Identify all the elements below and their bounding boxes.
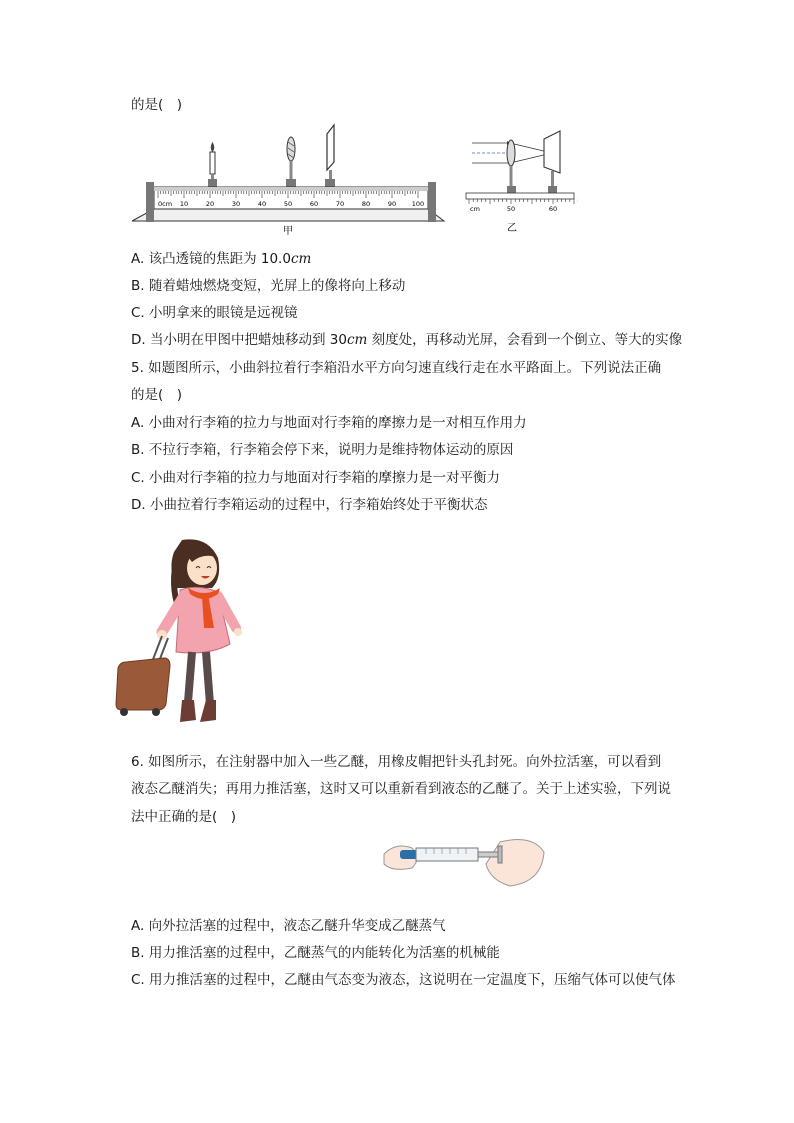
- bench-tick-label: 80: [361, 200, 371, 208]
- figure-caption-jia: 甲: [283, 226, 293, 237]
- yi-tick-60: 60: [548, 205, 558, 213]
- bench-tick-label: 60: [309, 200, 319, 208]
- q4-option-a-unit: cm: [290, 251, 312, 267]
- q4-option-d-unit: cm: [346, 332, 368, 348]
- bench-tick-label: 40: [257, 200, 267, 208]
- q4-stem-tail: 的是( ): [131, 97, 183, 113]
- q5-stem-line-1: 5. 如题图所示，小曲斜拉着行李箱沿水平方向匀速直线行走在水平路面上。下列说法正确: [131, 360, 662, 376]
- q6-option-c[interactable]: C. 用力推活塞的过程中，乙醚由气态变为液态，这说明在一定温度下，压缩气体可以使气体: [131, 972, 676, 988]
- optical-bench-figure-jia: [128, 120, 448, 238]
- q4-option-a-text: A. 该凸透镜的焦距为 10.0: [131, 251, 291, 267]
- suitcase-icon: [116, 636, 170, 716]
- candle-icon: [208, 142, 217, 187]
- bench-unit-label: 0cm: [158, 200, 173, 208]
- optical-bench-figure-yi: [462, 125, 578, 237]
- q5-stem-line-2: 的是( ): [131, 387, 183, 403]
- bench-tick-label: 50: [283, 200, 293, 208]
- q6-stem-line-1: 6. 如图所示，在注射器中加入一些乙醚，用橡皮帽把针头孔封死。向外拉活塞，可以看到: [131, 754, 662, 770]
- q5-option-c[interactable]: C. 小曲对行李箱的拉力与地面对行李箱的摩擦力是一对平衡力: [131, 470, 501, 486]
- bench-tick-label: 20: [205, 200, 215, 208]
- yi-tick-50: 50: [506, 205, 516, 213]
- screen-icon: [325, 125, 335, 187]
- q4-option-d-post: 刻度处，再移动光屏，会看到一个倒立、等大的实像: [367, 332, 683, 348]
- girl-pulling-suitcase-illustration: [112, 532, 250, 728]
- lens-icon: [507, 140, 516, 193]
- screen-icon: [544, 131, 560, 193]
- q4-option-a[interactable]: [131, 250, 311, 268]
- q6-stem-line-2: 液态乙醚消失；再用力推活塞，这时又可以重新看到液态的乙醚了。关于上述实验，下列说: [131, 781, 671, 797]
- q6-stem-line-3: 法中正确的是( ): [131, 809, 237, 825]
- syringe-hands-illustration: [382, 834, 546, 890]
- q4-option-b[interactable]: B. 随着蜡烛燃烧变短，光屏上的像将向上移动: [131, 278, 406, 294]
- q5-option-a[interactable]: A. 小曲对行李箱的拉力与地面对行李箱的摩擦力是一对相互作用力: [131, 415, 527, 431]
- yi-unit-label: cm: [470, 205, 480, 213]
- lens-icon: [286, 137, 296, 187]
- bench-tick-label: 30: [231, 200, 241, 208]
- q4-option-d-pre: D. 当小明在甲图中把蜡烛移动到 30: [131, 332, 347, 348]
- q4-option-d[interactable]: [131, 331, 682, 349]
- bench-tick-label: 70: [335, 200, 345, 208]
- q6-option-b[interactable]: B. 用力推活塞的过程中，乙醚蒸气的内能转化为活塞的机械能: [131, 945, 500, 961]
- q4-option-c[interactable]: C. 小明拿来的眼镜是远视镜: [131, 305, 298, 321]
- bench-tick-label: 100: [411, 200, 425, 208]
- figure-caption-yi: 乙: [507, 223, 517, 234]
- q5-option-b[interactable]: B. 不拉行李箱，行李箱会停下来，说明力是维持物体运动的原因: [131, 442, 514, 458]
- bench-tick-label: 90: [387, 200, 397, 208]
- q5-option-d[interactable]: D. 小曲拉着行李箱运动的过程中，行李箱始终处于平衡状态: [131, 497, 488, 513]
- bench-tick-label: 10: [179, 200, 189, 208]
- q6-option-a[interactable]: A. 向外拉活塞的过程中，液态乙醚升华变成乙醚蒸气: [131, 918, 446, 934]
